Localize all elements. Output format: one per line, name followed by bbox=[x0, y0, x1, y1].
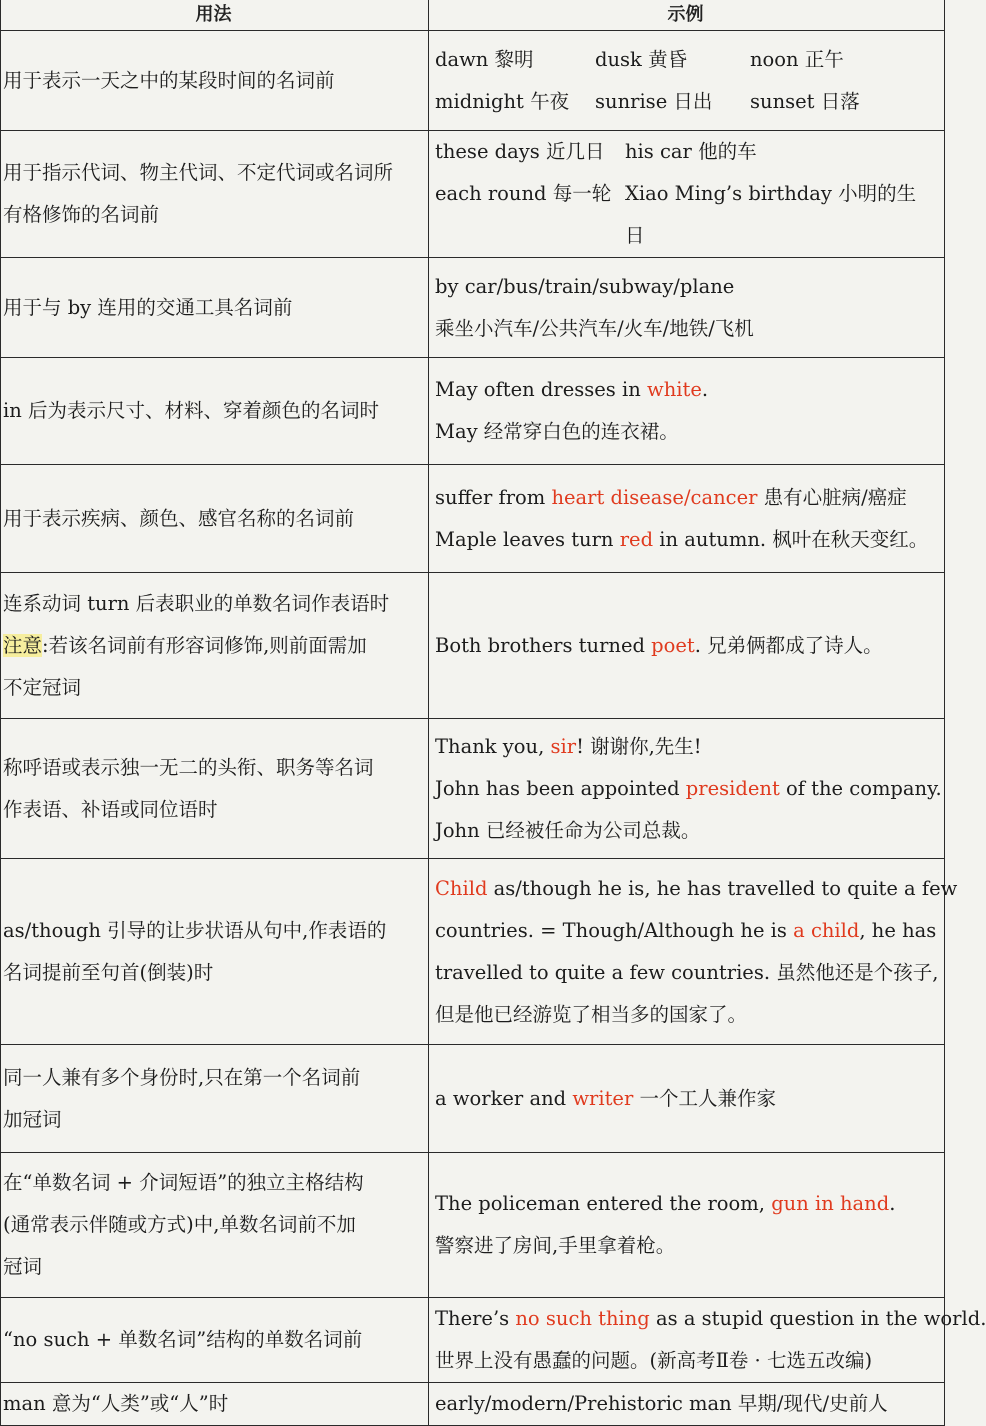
usage-cell bbox=[1, 719, 429, 859]
highlighted-word: gun in hand bbox=[771, 1192, 890, 1215]
example-translation: John 已经被任命为公司总裁。 bbox=[435, 818, 701, 842]
example-cell bbox=[429, 465, 945, 573]
example-word: dusk 黄昏 bbox=[595, 47, 688, 71]
example-sentence: by car/bus/train/subway/plane bbox=[435, 274, 735, 298]
example-column-header: 示例 bbox=[429, 0, 945, 31]
highlighted-word: sir bbox=[550, 734, 577, 758]
example-word: sunset 日落 bbox=[750, 89, 860, 113]
sentence-text: Both brothers turned bbox=[435, 633, 652, 657]
highlighted-word: red bbox=[619, 527, 654, 551]
example-sentence bbox=[435, 726, 938, 768]
usage-text: 有格修饰的名词前 bbox=[3, 203, 160, 226]
usage-cell bbox=[1, 573, 429, 719]
example-word: dawn 黎明 bbox=[435, 47, 534, 71]
usage-cell bbox=[1, 859, 429, 1045]
sentence-text: of the company. bbox=[779, 776, 942, 800]
example-translation: 但是他已经游览了相当多的国家了。 bbox=[435, 1002, 748, 1026]
example-word: his car 他的车 bbox=[625, 140, 757, 163]
usage-text: 用于指示代词、物主代词、不定代词或名词所 bbox=[3, 161, 394, 184]
table-row bbox=[1, 31, 945, 131]
example-sentence bbox=[435, 369, 938, 411]
sentence-text: in autumn. 枫叶在秋天变红。 bbox=[653, 527, 929, 551]
table-row bbox=[1, 1383, 945, 1426]
example-word-grid bbox=[435, 131, 938, 257]
usage-text: 用于表示一天之中的某段时间的名词前 bbox=[3, 68, 335, 92]
example-sentence: early/modern/Prehistoric man 早期/现代/史前人 bbox=[435, 1392, 888, 1415]
example-sentence bbox=[435, 910, 938, 952]
example-cell bbox=[429, 131, 945, 258]
highlighted-word: president bbox=[685, 776, 780, 800]
example-cell bbox=[429, 573, 945, 719]
table-row bbox=[1, 1298, 945, 1383]
highlighted-word: writer bbox=[572, 1086, 634, 1110]
usage-text: 在“单数名词 + 介词短语”的独立主格结构 bbox=[3, 1171, 364, 1194]
sentence-text: . 兄弟俩都成了诗人。 bbox=[694, 633, 883, 657]
example-cell bbox=[429, 258, 945, 358]
sentence-text: as a stupid question in the world. bbox=[649, 1307, 986, 1330]
usage-column-header: 用法 bbox=[1, 0, 429, 31]
sentence-text: ! 谢谢你,先生! bbox=[576, 734, 702, 758]
example-cell bbox=[429, 358, 945, 465]
example-word: these days 近几日 bbox=[435, 140, 605, 163]
table-row bbox=[1, 859, 945, 1045]
usage-text: 作表语、补语或同位语时 bbox=[3, 797, 218, 821]
sentence-text: May often dresses in bbox=[435, 378, 647, 401]
sentence-text: John has been appointed bbox=[435, 776, 686, 800]
usage-text: man 意为“人类”或“人”时 bbox=[3, 1392, 229, 1415]
usage-cell bbox=[1, 1153, 429, 1298]
example-cell bbox=[429, 719, 945, 859]
example-sentence bbox=[435, 477, 938, 519]
usage-text: 称呼语或表示独一无二的头衔、职务等名词 bbox=[3, 755, 374, 779]
sentence-text: . bbox=[889, 1192, 896, 1215]
table-row bbox=[1, 719, 945, 859]
example-word-grid bbox=[435, 39, 938, 123]
table-row bbox=[1, 465, 945, 573]
highlighted-word: white bbox=[647, 378, 702, 401]
usage-text: “no such + 单数名词”结构的单数名词前 bbox=[3, 1328, 363, 1351]
example-cell bbox=[429, 1153, 945, 1298]
usage-text: 同一人兼有多个身份时,只在第一个名词前 bbox=[3, 1065, 361, 1089]
table-row bbox=[1, 358, 945, 465]
sentence-text: Thank you, bbox=[435, 734, 551, 758]
example-cell bbox=[429, 1298, 986, 1383]
sentence-text: as/though he is, he has travelled to quite a few bbox=[487, 876, 958, 900]
example-sentence bbox=[435, 868, 958, 910]
table-row bbox=[1, 1153, 945, 1298]
example-sentence bbox=[435, 768, 942, 810]
example-word: sunrise 日出 bbox=[595, 89, 713, 113]
usage-text: 冠词 bbox=[3, 1255, 43, 1278]
sentence-text: Maple leaves turn bbox=[435, 527, 620, 551]
sentence-text: suffer from bbox=[435, 485, 552, 509]
example-translation: 世界上没有愚蠢的问题。(新高考Ⅱ卷 · 七选五改编) bbox=[435, 1349, 873, 1372]
example-sentence bbox=[435, 1298, 986, 1340]
example-cell bbox=[429, 1045, 945, 1153]
usage-cell bbox=[1, 465, 429, 573]
usage-cell bbox=[1, 1383, 429, 1426]
usage-note bbox=[3, 625, 422, 667]
example-word: noon 正午 bbox=[750, 47, 844, 71]
example-word: midnight 午夜 bbox=[435, 89, 570, 113]
example-cell bbox=[429, 31, 945, 131]
example-translation: May 经常穿白色的连衣裙。 bbox=[435, 420, 679, 443]
usage-cell bbox=[1, 131, 429, 258]
usage-cell bbox=[1, 1298, 429, 1383]
sentence-text: a worker and bbox=[435, 1086, 573, 1110]
highlighted-word: a child bbox=[793, 918, 860, 942]
sentence-text: There’s bbox=[435, 1307, 516, 1330]
sentence-text: 患有心脏病/癌症 bbox=[757, 485, 907, 509]
usage-cell bbox=[1, 358, 429, 465]
sentence-text: The policeman entered the room, bbox=[435, 1192, 772, 1215]
table-row bbox=[1, 1045, 945, 1153]
usage-cell bbox=[1, 31, 429, 131]
example-translation: 乘坐小汽车/公共汽车/火车/地铁/飞机 bbox=[435, 316, 754, 340]
example-word: each round 每一轮 bbox=[435, 182, 612, 205]
usage-text: (通常表示伴随或方式)中,单数名词前不加 bbox=[3, 1213, 356, 1236]
highlighted-word: Child bbox=[435, 876, 488, 900]
usage-text: 加冠词 bbox=[3, 1107, 62, 1131]
example-translation: 警察进了房间,手里拿着枪。 bbox=[435, 1234, 676, 1257]
example-sentence bbox=[435, 1078, 938, 1120]
example-sentence bbox=[435, 519, 938, 561]
usage-text: 不定冠词 bbox=[3, 675, 82, 699]
usage-text: as/though 引导的让步状语从句中,作表语的 bbox=[3, 918, 387, 942]
usage-text: 名词提前至句首(倒装)时 bbox=[3, 960, 214, 984]
highlighted-word: no such thing bbox=[515, 1307, 650, 1330]
highlighted-word: heart disease/cancer bbox=[551, 485, 758, 509]
highlighted-word: poet bbox=[651, 633, 695, 657]
table-header-row bbox=[1, 0, 945, 31]
example-sentence bbox=[435, 1183, 938, 1225]
usage-text: in 后为表示尺寸、材料、穿着颜色的名词时 bbox=[3, 399, 379, 422]
table-row bbox=[1, 573, 945, 719]
example-cell bbox=[429, 859, 958, 1045]
table-row bbox=[1, 258, 945, 358]
usage-text: 用于表示疾病、颜色、感官名称的名词前 bbox=[3, 506, 355, 530]
usage-text: :若该名词前有形容词修饰,则前面需加 bbox=[42, 633, 367, 657]
sentence-text: countries. = Though/Although he is bbox=[435, 918, 794, 942]
usage-cell bbox=[1, 1045, 429, 1153]
example-cell bbox=[429, 1383, 945, 1426]
usage-cell bbox=[1, 258, 429, 358]
example-sentence: travelled to quite a few countries. 虽然他还是个孩子, bbox=[435, 960, 939, 984]
sentence-text: . bbox=[701, 378, 709, 401]
example-word: Xiao Ming’s birthday 小明的生日 bbox=[625, 182, 917, 247]
table-row bbox=[1, 131, 945, 258]
note-label: 注意 bbox=[3, 633, 43, 657]
usage-text: 连系动词 turn 后表职业的单数名词作表语时 bbox=[3, 591, 390, 615]
example-sentence bbox=[435, 625, 938, 667]
sentence-text: , he has bbox=[859, 918, 937, 942]
usage-text: 用于与 by 连用的交通工具名词前 bbox=[3, 295, 293, 319]
sentence-text: 一个工人兼作家 bbox=[633, 1086, 776, 1110]
